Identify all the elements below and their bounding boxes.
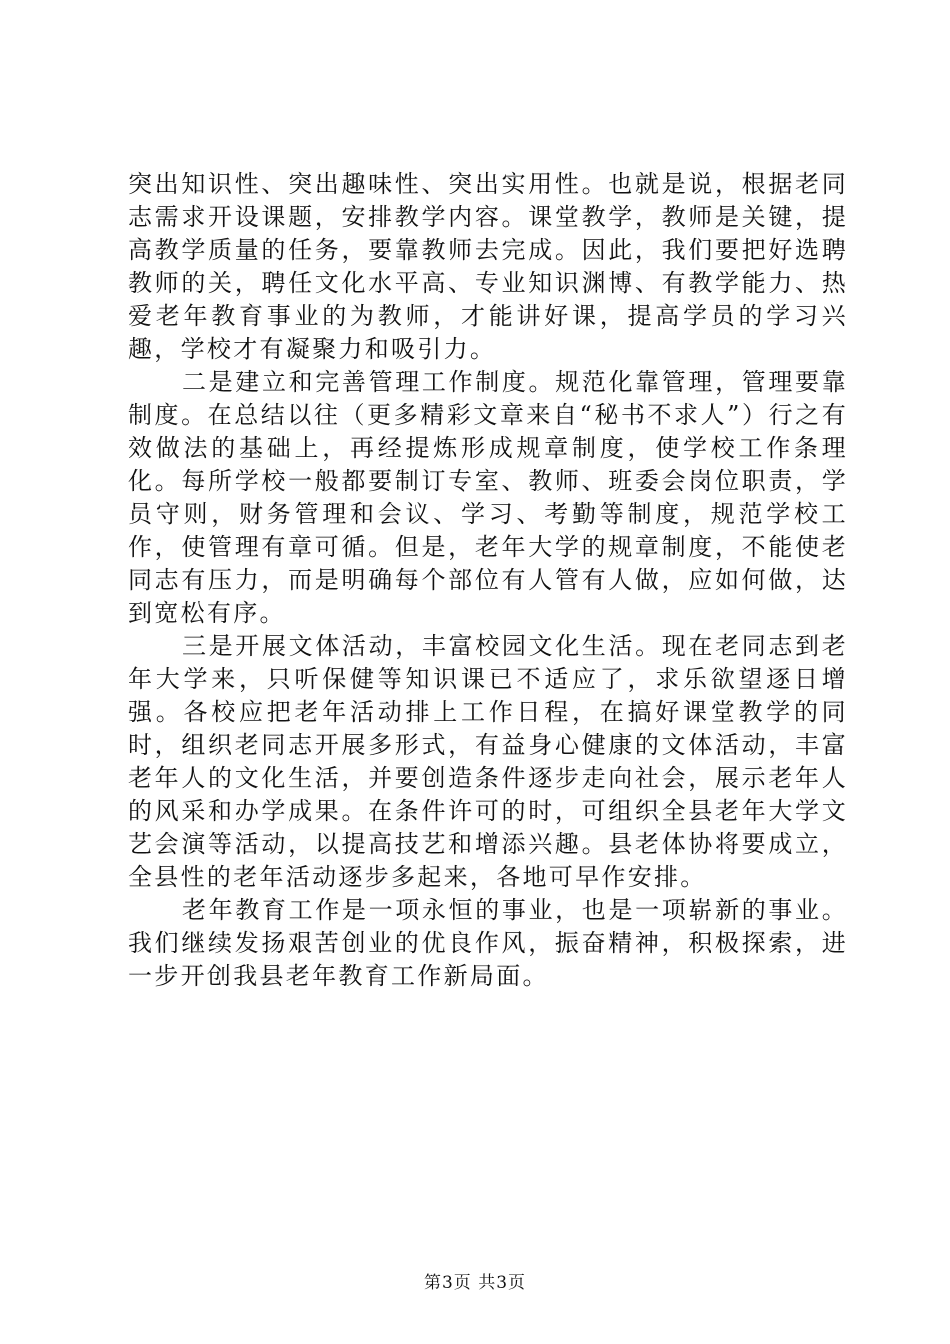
document-body — [128, 168, 848, 993]
paragraph-management-system: 二是建立和完善管理工作制度。规范化靠管理，管理要靠制度。在总结以往（更多精彩文章来自“秘书不求人”）行之有效做法的基础上，再经提炼形成规章制度，使学校工作条理化。每所学校一般都要制订专室、教师、班委会岗位职责，学员守则，财务管理和会议、学习、考勤等制度，规范学校工作，使管理有章可循。但是，老年大学的规章制度，不能使老同志有压力，而是明确每个部位有人管有人做，应如何做，达到宽松有序。 — [128, 368, 848, 627]
page-footer: 第3页 共3页 — [423, 1273, 527, 1293]
paragraph-continuation: 突出知识性、突出趣味性、突出实用性。也就是说，根据老同志需求开设课题，安排教学内容。课堂教学，教师是关键，提高教学质量的任务，要靠教师去完成。因此，我们要把好选聘教师的关，聘任文化水平高、专业知识渊博、有教学能力、热爱老年教育事业的为教师，才能讲好课，提高学员的学习兴趣，学校才有凝聚力和吸引力。 — [128, 170, 848, 363]
paragraph-cultural-activities: 三是开展文体活动，丰富校园文化生活。现在老同志到老年大学来，只听保健等知识课已不适应了，求乐欲望逐日增强。各校应把老年活动排上工作日程，在搞好课堂教学的同时，组织老同志开展多形式，有益身心健康的文体活动，丰富老年人的文化生活，并要创造条件逐步走向社会，展示老年人的风采和办学成果。在条件许可的时，可组织全县老年大学文艺会演等活动，以提高技艺和增添兴趣。县老体协将要成立，全县性的老年活动逐步多起来，各地可早作安排。 — [128, 632, 848, 891]
paragraph-conclusion: 老年教育工作是一项永恒的事业，也是一项崭新的事业。我们继续发扬艰苦创业的优良作风，振奋精神，积极探索，进一步开创我县老年教育工作新局面。 — [128, 896, 848, 990]
